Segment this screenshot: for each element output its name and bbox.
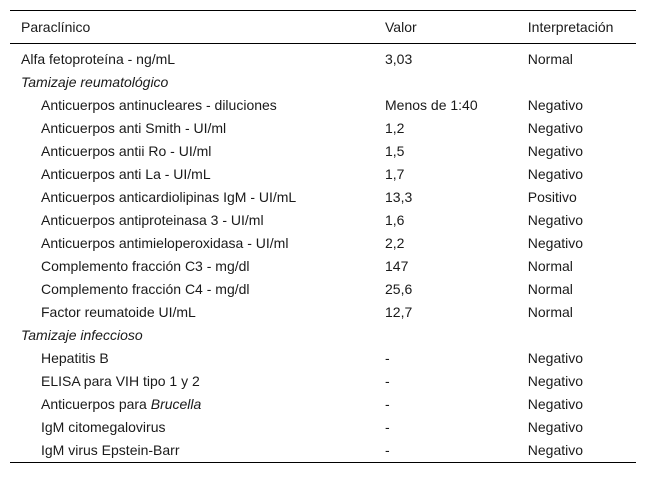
row-value: - bbox=[385, 396, 390, 412]
header-valor: Valor bbox=[385, 19, 417, 35]
table-row bbox=[10, 186, 636, 209]
row-label: Anticuerpos antimieloperoxidasa - UI/ml bbox=[41, 235, 289, 251]
row-label: IgM citomegalovirus bbox=[41, 419, 166, 435]
row-interpretation: Negativo bbox=[527, 97, 584, 113]
row-interpretation: Negativo bbox=[527, 373, 584, 389]
table-row bbox=[10, 94, 636, 117]
row-label: Complemento fracción C3 - mg/dl bbox=[41, 258, 250, 274]
table-row bbox=[10, 301, 636, 324]
row-label bbox=[10, 393, 385, 416]
row-label: Factor reumatoide UI/mL bbox=[41, 304, 196, 320]
row-value: 1,2 bbox=[385, 120, 405, 136]
row-value: 147 bbox=[385, 258, 409, 274]
row-label-prefix: Anticuerpos para bbox=[41, 396, 151, 412]
table-row bbox=[10, 347, 636, 370]
row-interpretation: Negativo bbox=[527, 212, 584, 228]
row-label: Anticuerpos antii Ro - UI/ml bbox=[41, 143, 212, 159]
header-paraclinico: Paraclínico bbox=[21, 19, 91, 35]
row-value: 1,7 bbox=[385, 166, 405, 182]
table-row bbox=[10, 209, 636, 232]
section-title-reumatologico: Tamizaje reumatológico bbox=[21, 74, 169, 90]
row-label: Complemento fracción C4 - mg/dl bbox=[41, 281, 250, 297]
row-label: Anticuerpos antinucleares - diluciones bbox=[41, 97, 277, 113]
row-interpretation: Negativo bbox=[527, 350, 584, 366]
table-row bbox=[10, 278, 636, 301]
row-interpretation: Negativo bbox=[527, 166, 584, 182]
row-value: 13,3 bbox=[385, 189, 413, 205]
row-interpretation: Negativo bbox=[527, 419, 584, 435]
row-value: 3,03 bbox=[385, 51, 413, 67]
row-label: Anticuerpos anticardiolipinas IgM - UI/mL bbox=[41, 189, 297, 205]
row-interpretation: Negativo bbox=[527, 120, 584, 136]
row-value: 2,2 bbox=[385, 235, 405, 251]
row-interpretation: Normal bbox=[527, 304, 573, 320]
row-value: - bbox=[385, 419, 390, 435]
row-interpretation: Normal bbox=[527, 281, 573, 297]
header-interpretacion: Interpretación bbox=[527, 19, 614, 35]
table-header-row bbox=[10, 11, 636, 44]
row-interpretation: Negativo bbox=[527, 396, 584, 412]
row-value: 1,6 bbox=[385, 212, 405, 228]
row-value: 25,6 bbox=[385, 281, 413, 297]
row-interpretation: Negativo bbox=[527, 442, 584, 458]
row-label: Anticuerpos anti Smith - UI/ml bbox=[41, 120, 227, 136]
section-title-infeccioso: Tamizaje infeccioso bbox=[21, 327, 143, 343]
row-interpretation: Positivo bbox=[527, 189, 577, 205]
row-value: 1,5 bbox=[385, 143, 405, 159]
table-row bbox=[10, 439, 636, 463]
section-header-row bbox=[10, 324, 636, 347]
table-row bbox=[10, 255, 636, 278]
section-header-row bbox=[10, 71, 636, 94]
table-row bbox=[10, 416, 636, 439]
row-label: IgM virus Epstein-Barr bbox=[41, 442, 180, 458]
row-value: - bbox=[385, 350, 390, 366]
row-value: - bbox=[385, 373, 390, 389]
row-interpretation: Normal bbox=[527, 51, 573, 67]
row-label: Anticuerpos anti La - UI/mL bbox=[41, 166, 211, 182]
table-row bbox=[10, 232, 636, 255]
row-value: - bbox=[385, 442, 390, 458]
table-row bbox=[10, 163, 636, 186]
row-label: Anticuerpos antiproteinasa 3 - UI/ml bbox=[41, 212, 264, 228]
table-row bbox=[10, 140, 636, 163]
table-row bbox=[10, 393, 636, 416]
row-label: Alfa fetoproteína - ng/mL bbox=[21, 51, 176, 67]
row-interpretation: Negativo bbox=[527, 143, 584, 159]
row-interpretation: Normal bbox=[527, 258, 573, 274]
row-value: 12,7 bbox=[385, 304, 413, 320]
row-label-italic: Brucella bbox=[150, 396, 202, 412]
row-label: Hepatitis B bbox=[41, 350, 109, 366]
lab-results-table bbox=[10, 10, 636, 463]
table-row bbox=[10, 44, 636, 72]
table-row bbox=[10, 370, 636, 393]
row-label: ELISA para VIH tipo 1 y 2 bbox=[41, 373, 200, 389]
row-value: Menos de 1:40 bbox=[385, 97, 478, 113]
row-interpretation: Negativo bbox=[527, 235, 584, 251]
table-row bbox=[10, 117, 636, 140]
